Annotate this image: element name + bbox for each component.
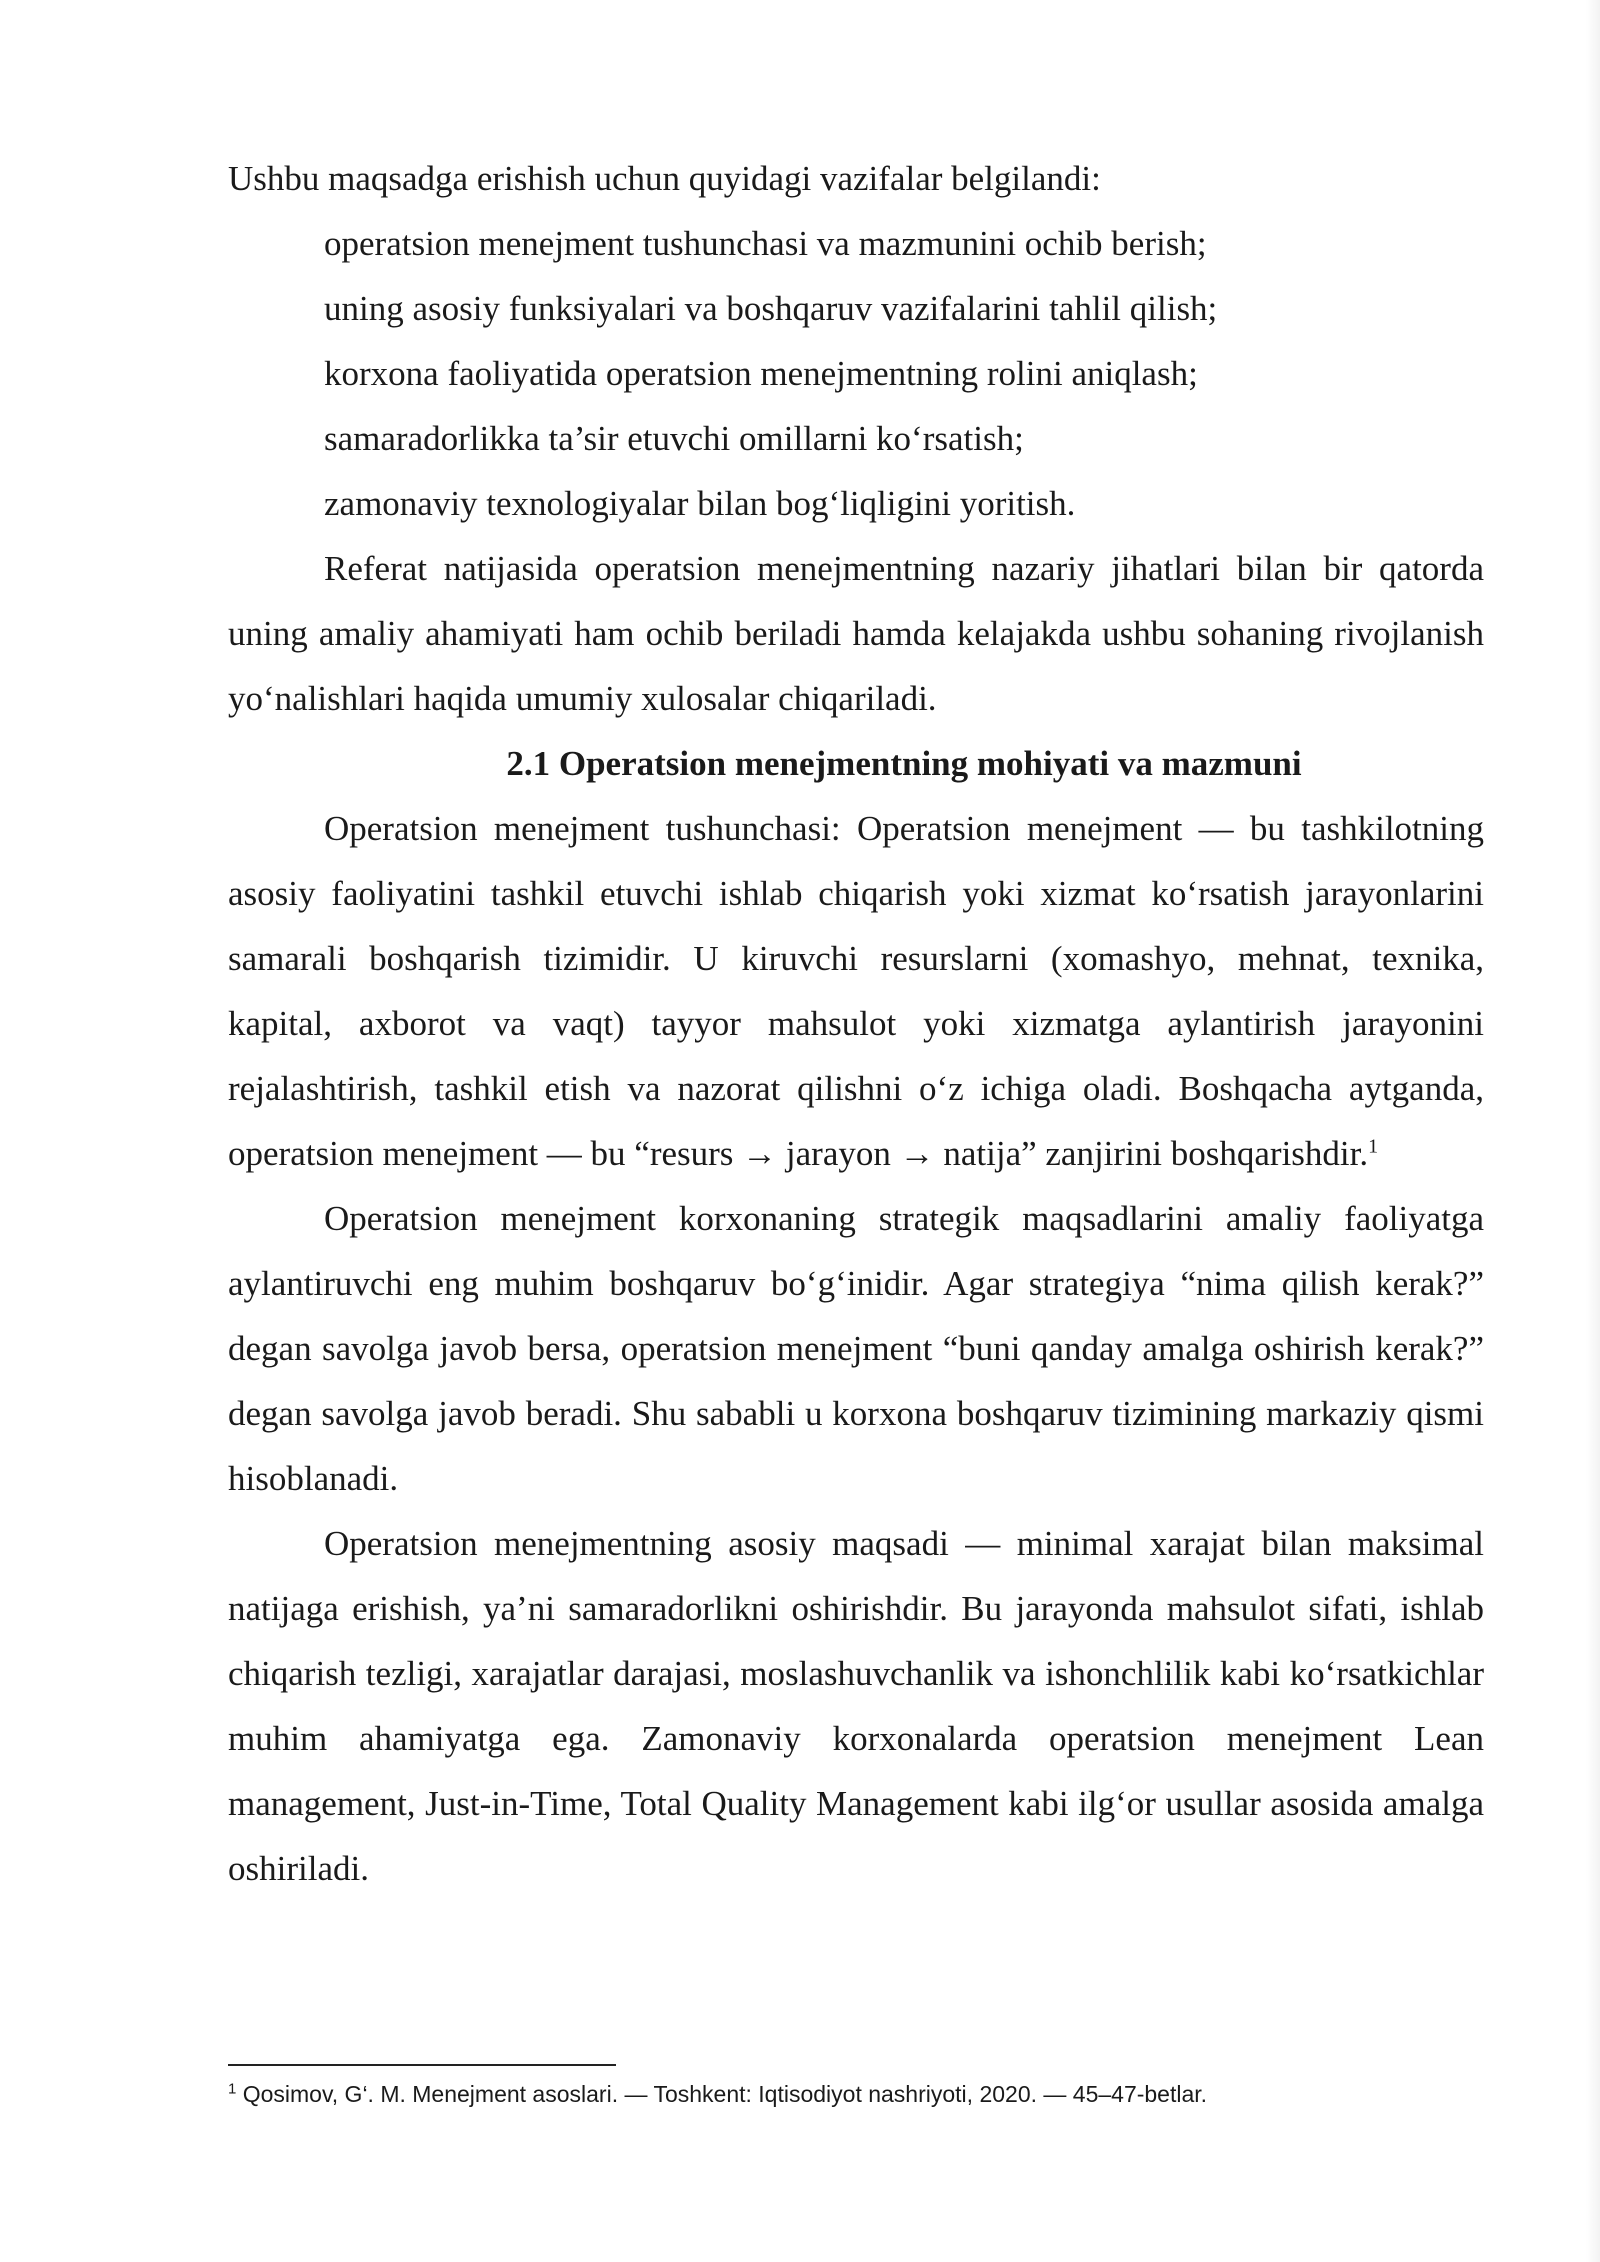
footnote bbox=[228, 2078, 1484, 2110]
task-item: samaradorlikka ta’sir etuvchi omillarni ko‘rsatish; bbox=[324, 419, 1024, 458]
task-item: operatsion menejment tushunchasi va mazmunini ochib berish; bbox=[324, 224, 1207, 263]
section-heading: 2.1 Operatsion menejmentning mohiyati va mazmuni bbox=[506, 744, 1302, 783]
footnote-reference[interactable]: 1 bbox=[1368, 1135, 1379, 1158]
footnote-separator bbox=[228, 2064, 616, 2066]
footnote-marker: 1 bbox=[228, 2080, 237, 2098]
footnote-text: Qosimov, G‘. M. Menejment asoslari. — Toshkent: Iqtisodiyot nashriyoti, 2020. — 45–47-betlar. bbox=[242, 2081, 1208, 2107]
task-item: korxona faoliyatida operatsion menejmentning rolini aniqlash; bbox=[324, 354, 1198, 393]
goal-paragraph: Operatsion menejmentning asosiy maqsadi — minimal xarajat bilan maksimal natijaga erishish, ya’ni samaradorlikni oshirishdir. Bu jarayonda mahsulot sifati, ishlab chiqarish tezligi, xarajatlar darajasi, moslashuvchanlik va ishonchlilik kabi ko‘rsatkichlar muhim ahamiyatga ega. Zamonaviy korxonalarda operatsion menejment Lean management, Just-in-Time, Total Quality Management kabi ilg‘or usullar asosida amalga oshiriladi. bbox=[228, 1524, 1484, 1888]
definition-paragraph bbox=[228, 796, 1484, 1186]
definition-paragraph-text: Operatsion menejment tushunchasi: Operatsion menejment — bu tashkilotning asosiy faoliyatini tashkil etuvchi ishlab chiqarish yoki xizmat ko‘rsatish jarayonlarini samarali boshqarish tizimidir. U kiruvchi resurslarni (xomashyo, mehnat, texnika, kapital, axborot va vaqt) tayyor mahsulot yoki xizmatga aylantirish jarayonini rejalashtirish, tashkil etish va nazorat qilishni o‘z ichiga oladi. Boshqacha aytganda, operatsion menejment — bu “resurs → jarayon → natija” zanjirini boshqarishdir. bbox=[228, 809, 1484, 1173]
intro-sentence: Ushbu maqsadga erishish uchun quyidagi vazifalar belgilandi: bbox=[228, 159, 1101, 198]
conclusion-paragraph: Referat natijasida operatsion menejmentning nazariy jihatlari bilan bir qatorda uning amaliy ahamiyati ham ochib beriladi hamda kelajakda ushbu sohaning rivojlanish yo‘nalishlari haqida umumiy xulosalar chiqariladi. bbox=[228, 549, 1484, 718]
document-body bbox=[228, 146, 1484, 1901]
strategy-paragraph: Operatsion menejment korxonaning strategik maqsadlarini amaliy faoliyatga aylantiruvchi eng muhim boshqaruv bo‘g‘inidir. Agar strategiya “nima qilish kerak?” degan savolga javob bersa, operatsion menejment “buni qanday amalga oshirish kerak?” degan savolga javob beradi. Shu sababli u korxona boshqaruv tizimining markaziy qismi hisoblanadi. bbox=[228, 1199, 1484, 1498]
task-item: uning asosiy funksiyalari va boshqaruv vazifalarini tahlil qilish; bbox=[324, 289, 1218, 328]
page-edge-shadow bbox=[1586, 0, 1600, 2262]
task-item: zamonaviy texnologiyalar bilan bog‘liqligini yoritish. bbox=[324, 484, 1076, 523]
